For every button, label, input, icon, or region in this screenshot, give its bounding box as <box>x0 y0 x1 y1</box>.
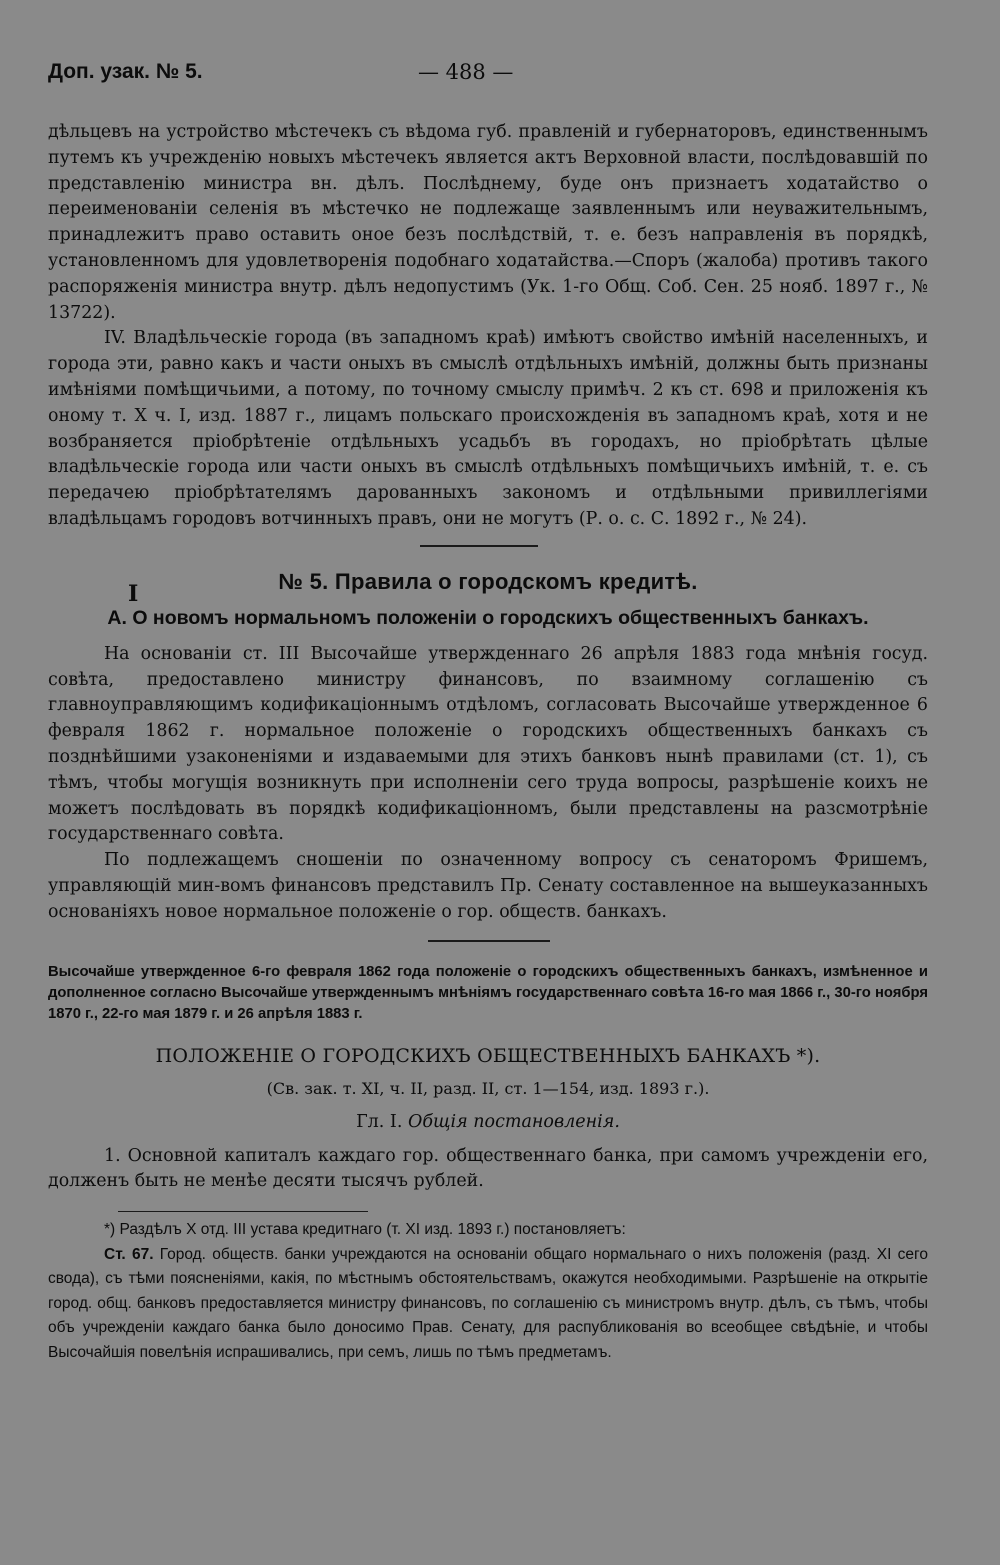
divider-rule-2 <box>428 940 550 942</box>
statute-reference: (Св. зак. т. XI, ч. II, разд. II, ст. 1—154, изд. 1893 г.). <box>266 1078 710 1098</box>
paragraph-continued: дѣльцевъ на устройство мѣстечекъ съ вѣдома губ. правленій и губернаторовъ, единственнымъ путемъ къ учрежденію новыхъ мѣстечекъ является актъ Верховной власти, послѣдовавшій по представленію министра вн. дѣлъ. Послѣднему, буде онъ признаетъ ходатайство о переименованіи селенія въ мѣстечко не подлежаще заявленнымъ или неуважительнымъ, принадлежитъ право оставить оное безъ послѣдствій, т. е. безъ направленія въ порядкѣ, установленномъ для удовлетворенія подобнаго ходатайства.—Споръ (жалоба) противъ такого распоряженія министра внутр. дѣлъ недопустимъ (Ук. 1-го Общ. Соб. Сен. 25 нояб. 1897 г., № 13722). <box>48 122 928 323</box>
bold-heading-paragraph: Высочайше утвержденное 6-го февраля 1862 года положеніе о городскихъ общественныхъ банкахъ, измѣненное и дополненное согласно Высочайше утвержденнымъ мнѣніямъ государственнаго совѣта 16-го мая 1866 г., 30-го ноября 1870 г., 22-го мая 1879 г. и 26 апрѣля 1883 г. <box>48 963 928 1022</box>
article-1: 1. Основной капиталъ каждаго гор. общественнаго банка, при самомъ учрежденіи его, долженъ быть не менѣе десяти тысячъ рублей. <box>48 1145 928 1192</box>
page-number: — 488 — <box>418 60 514 84</box>
footnote-rule <box>118 1211 368 1212</box>
footnote-article-text: Город. обществ. банки учреждаются на основаніи общаго нормальнаго о нихъ положенія (разд. XI сего свода), съ тѣми поясненіями, какія, по мѣстнымъ обстоятельствамъ, окажутся необходимыми. Разрѣшеніе на открытіе город. общ. банковъ предоставляется министру финансовъ, по соглашенію съ министромъ внутр. дѣлъ, съ тѣмъ, чтобы объ учрежденіи каждаго банка было доносимо Прав. Сенату, для распубликованія во всеобщее свѣдѣніе, и чтобы Высочайшія повелѣнія испрашивались, при семъ, лишь по тѣмъ предметамъ. <box>48 1245 928 1361</box>
paragraph-3: На основаніи ст. III Высочайше утвержденнаго 26 апрѣля 1883 года мнѣнія госуд. совѣта, предоставлено министру финансовъ, по взаимному соглашенію съ главноуправляющимъ кодификаціоннымъ отдѣломъ, согласовать Высочайше утвержденное 6 февраля 1862 г. нормальное положеніе о городскихъ общественныхъ банкахъ съ позднѣйшими узаконеніями и издаваемыми для этихъ банковъ нынѣ правилами (ст. 1), съ тѣмъ, чтобы могущія возникнуть при исполненіи сего труда вопросы, разрѣшеніе коихъ не можетъ послѣдовать въ порядкѣ кодификаціонномъ, были представлены на разсмотрѣніе государственнаго совѣта. <box>48 643 928 845</box>
subsection-title: А. О новомъ нормальномъ положеніи о городскихъ общественныхъ банкахъ. <box>107 606 869 629</box>
statute-title: ПОЛОЖЕНІЕ О ГОРОДСКИХЪ ОБЩЕСТВЕННЫХЪ БАНКАХЪ *). <box>155 1044 821 1067</box>
paragraph-iv: IV. Владѣльческіе города (въ западномъ краѣ) имѣютъ свойство имѣній населенныхъ, и города эти, равно какъ и части оныхъ въ смыслѣ отдѣльныхъ имѣній, должны быть признаны имѣніями помѣщичьими, а потому, по точному смыслу примѣч. 2 къ ст. 698 и приложенія къ оному т. X ч. I, изд. 1887 г., лицамъ польскаго происхожденія въ западномъ краѣ, хотя и не возбраняется пріобрѣтеніе отдѣльныхъ усадьбъ въ городахъ, но пріобрѣтать цѣлые владѣльческіе города или части оныхъ въ смыслѣ отдѣльныхъ помѣщичьихъ имѣній, т. е. съ передачею пріобрѣтателямъ дарованныхъ закономъ и отдѣльными привиллегіями владѣльцамъ городовъ вотчинныхъ правъ, они не могутъ (Р. о. с. С. 1892 г., № 24). <box>48 328 928 529</box>
page-header <box>48 60 928 100</box>
chapter-title: Общія постановленія. <box>407 1111 620 1132</box>
section-title: № 5. Правила о городскомъ кредитѣ. <box>278 568 698 594</box>
running-head: Доп. узак. № 5. <box>48 60 203 83</box>
divider-rule <box>420 545 538 547</box>
paragraph-4: По подлежащемъ сношеніи по означенному вопросу съ сенаторомъ Фришемъ, управляющій мин-вомъ финансовъ представилъ Пр. Сенату составленное на вышеуказанныхъ основаніяхъ новое нормальное положеніе о гор. обществ. банкахъ. <box>48 850 928 922</box>
stray-mark: I <box>128 581 139 607</box>
footnote-intro: *) Раздѣлъ X отд. III устава кредитнаго (т. XI изд. 1893 г.) постановляетъ: <box>104 1221 626 1239</box>
footnote-article-label: Ст. 67. <box>104 1245 154 1263</box>
chapter-heading <box>48 1112 928 1132</box>
chapter-number: Гл. I. <box>356 1111 403 1132</box>
footnote-article <box>48 1243 928 1366</box>
